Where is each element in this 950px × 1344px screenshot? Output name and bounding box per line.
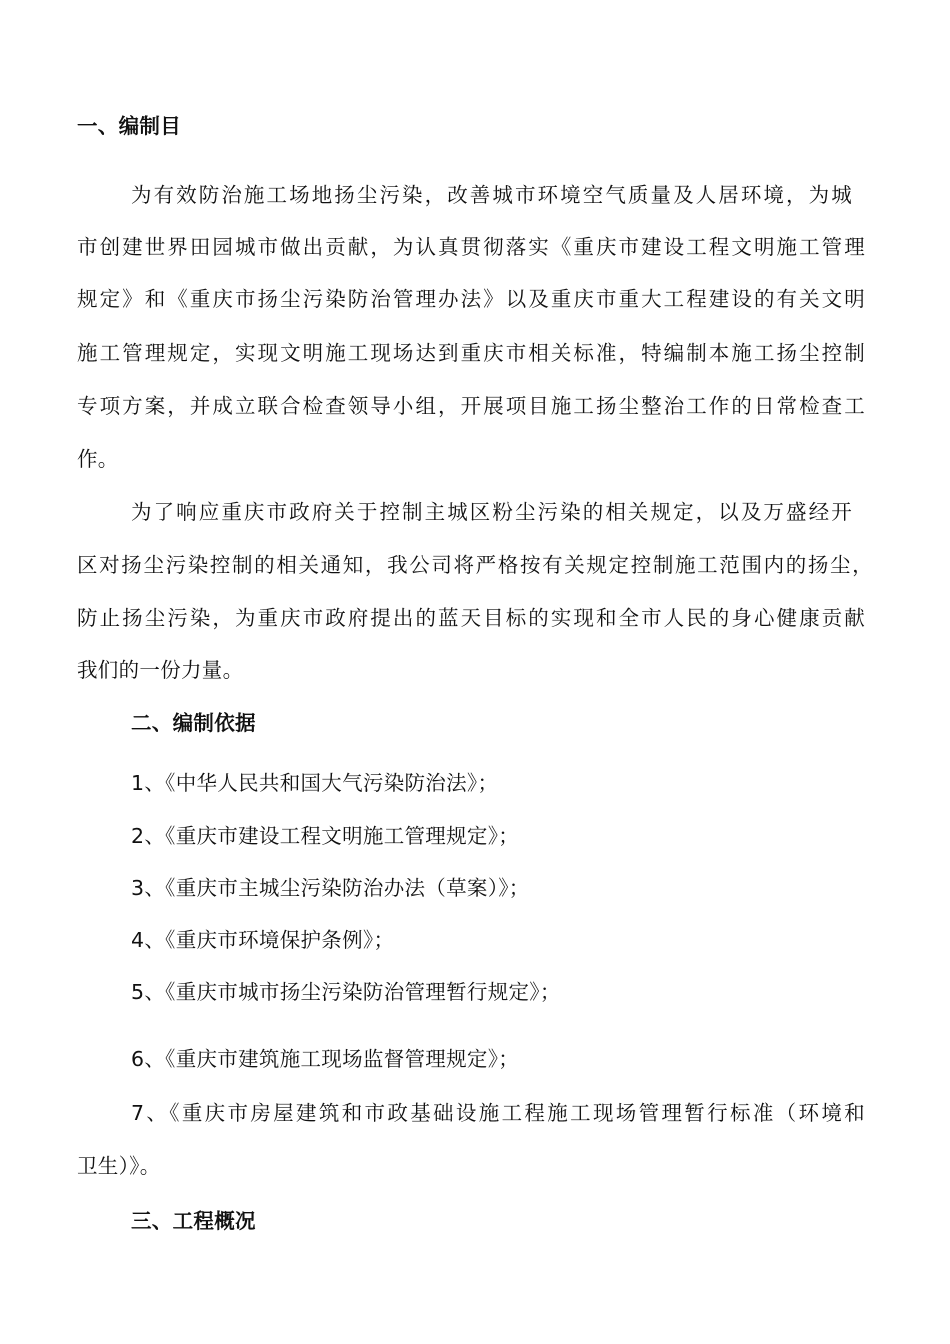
basis-item-7-continuation: 卫生）》。 (77, 1154, 161, 1178)
basis-item-3: 3、《重庆市主城尘污染防治办法（草案）》； (131, 876, 530, 900)
paragraph-2-line-2: 区对扬尘污染控制的相关通知，我公司将严格按有关规定控制施工范围内的扬尘， (77, 553, 873, 577)
paragraph-1-line-5: 专项方案，并成立联合检查领导小组，开展项目施工扬尘整治工作的日常检查工 (77, 394, 865, 418)
paragraph-1-line-3: 规定》和《重庆市扬尘污染防治管理办法》以及重庆市重大工程建设的有关文明 (77, 287, 865, 311)
paragraph-2-line-3: 防止扬尘污染，为重庆市政府提出的蓝天目标的实现和全市人民的身心健康贡献 (77, 606, 865, 630)
basis-item-4: 4、《重庆市环境保护条例》； (131, 928, 395, 952)
basis-item-6: 6、《重庆市建筑施工现场监督管理规定》； (131, 1047, 520, 1071)
paragraph-2-line-1: 为了响应重庆市政府关于控制主城区粉尘污染的相关规定，以及万盛经开 (131, 500, 852, 524)
basis-item-7: 7、《重庆市房屋建筑和市政基础设施工程施工现场管理暂行标准（环境和 (131, 1101, 865, 1125)
basis-item-2: 2、《重庆市建设工程文明施工管理规定》； (131, 824, 520, 848)
section-heading-2: 二、编制依据 (131, 711, 256, 735)
section-heading-1: 一、编制目 (77, 114, 181, 138)
paragraph-1-line-6: 作。 (77, 447, 119, 471)
paragraph-2-line-4: 我们的一份力量。 (77, 658, 244, 682)
paragraph-1-line-4: 施工管理规定，实现文明施工现场达到重庆市相关标准，特编制本施工扬尘控制 (77, 341, 865, 365)
basis-item-1: 1、《中华人民共和国大气污染防治法》； (131, 771, 499, 795)
section-heading-3: 三、工程概况 (131, 1209, 256, 1233)
paragraph-1-line-1: 为有效防治施工场地扬尘污染，改善城市环境空气质量及人居环境，为城 (131, 183, 852, 207)
paragraph-1-line-2: 市创建世界田园城市做出贡献，为认真贯彻落实《重庆市建设工程文明施工管理 (77, 235, 865, 259)
basis-item-5: 5、《重庆市城市扬尘污染防治管理暂行规定》； (131, 980, 561, 1004)
